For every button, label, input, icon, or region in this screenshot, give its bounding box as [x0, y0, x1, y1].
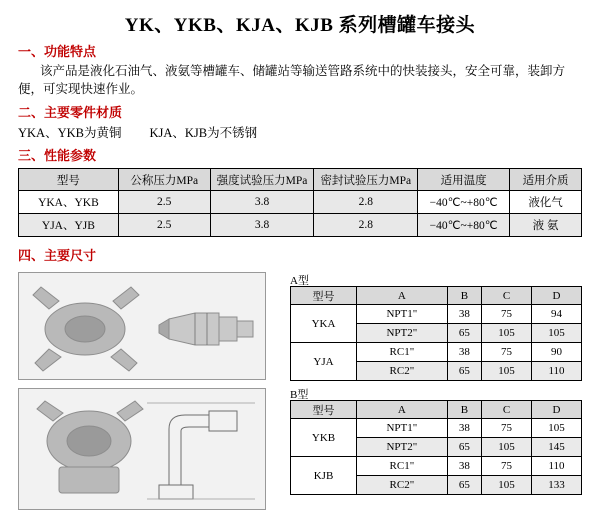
dima-r4-d: 110	[532, 362, 582, 381]
dimb-header-c: C	[482, 401, 532, 419]
dima-r3-c: 75	[482, 343, 532, 362]
dima-r2-b: 65	[447, 324, 481, 343]
dima-header-c: C	[482, 287, 532, 305]
table-row	[291, 305, 582, 324]
dima-r1-a: NPT1"	[357, 305, 448, 324]
spec-r2-medium: 液 氨	[510, 214, 582, 237]
table-row	[291, 419, 582, 438]
features-text: 该产品是液化石油气、液氨等槽罐车、储罐站等输送管路系统中的快装接头，安全可靠，装卸方便，可实现快速作业。	[18, 64, 566, 97]
dima-r2-c: 105	[482, 324, 532, 343]
dimb-r3-c: 75	[482, 457, 532, 476]
dimension-table-a	[290, 286, 582, 381]
spec-header-nominal-pressure: 公称压力MPa	[118, 169, 210, 191]
spec-r1-nominal: 2.5	[118, 191, 210, 214]
dimb-r2-d: 145	[532, 438, 582, 457]
spec-r1-medium: 液化气	[510, 191, 582, 214]
material-line	[18, 123, 600, 141]
dimb-header-model: 型号	[291, 401, 357, 419]
page-title: YK、YKB、KJA、KJB 系列槽罐车接头	[124, 15, 476, 36]
figure-area	[0, 270, 600, 520]
table-row	[291, 457, 582, 476]
material-right: KJA、KJB为不锈钢	[149, 126, 258, 141]
spec-r1-temp: −40℃~+80℃	[418, 191, 510, 214]
dimb-r1-c: 75	[482, 419, 532, 438]
spec-r1-seal: 2.8	[314, 191, 418, 214]
document-page	[0, 10, 600, 526]
dimb-r1-b: 38	[447, 419, 481, 438]
dimb-r2-a: NPT2"	[357, 438, 448, 457]
spec-r1-model: YKA、YKB	[19, 191, 119, 214]
dima-r4-a: RC2"	[357, 362, 448, 381]
dimb-r4-c: 105	[482, 476, 532, 495]
spec-r2-nominal: 2.5	[118, 214, 210, 237]
dimb-r1-a: NPT1"	[357, 419, 448, 438]
product-photo-a	[18, 272, 266, 380]
dima-r4-b: 65	[447, 362, 481, 381]
spec-r2-strength: 3.8	[210, 214, 314, 237]
dima-r2-d: 105	[532, 324, 582, 343]
dimb-r4-b: 65	[447, 476, 481, 495]
dima-r1-d: 94	[532, 305, 582, 324]
dimb-r1-d: 105	[532, 419, 582, 438]
dima-r1-b: 38	[447, 305, 481, 324]
spec-header-model: 型号	[19, 169, 119, 191]
spec-header-strength-pressure: 强度试验压力MPa	[210, 169, 314, 191]
spec-header-medium: 适用介质	[510, 169, 582, 191]
spec-header-temperature: 适用温度	[418, 169, 510, 191]
dima-r4-c: 105	[482, 362, 532, 381]
material-left: YKA、YKB为黄铜	[18, 126, 122, 141]
dimb-header-d: D	[532, 401, 582, 419]
dimb-header-b: B	[447, 401, 481, 419]
dima-r3-b: 38	[447, 343, 481, 362]
table-header-row	[19, 169, 582, 191]
dima-header-model: 型号	[291, 287, 357, 305]
dimb-r4-d: 133	[532, 476, 582, 495]
features-paragraph	[18, 62, 582, 98]
type-a-label: A型	[290, 275, 309, 288]
dima-r3-a: RC1"	[357, 343, 448, 362]
table-row	[19, 214, 582, 237]
spec-header-seal-pressure: 密封试验压力MPa	[314, 169, 418, 191]
dima-header-b: B	[447, 287, 481, 305]
dimb-r1-model: YKB	[291, 419, 357, 457]
section-heading-performance: 三、性能参数	[18, 148, 97, 164]
dima-r2-a: NPT2"	[357, 324, 448, 343]
spec-r2-seal: 2.8	[314, 214, 418, 237]
dimension-table-b	[290, 400, 582, 495]
dimb-r3-d: 110	[532, 457, 582, 476]
dima-header-a: A	[357, 287, 448, 305]
dimb-r3-model: KJB	[291, 457, 357, 495]
table-row	[19, 191, 582, 214]
section-heading-dimensions: 四、主要尺寸	[18, 248, 97, 264]
spec-r1-strength: 3.8	[210, 191, 314, 214]
table-row	[291, 343, 582, 362]
dimb-header-a: A	[357, 401, 448, 419]
spec-r2-temp: −40℃~+80℃	[418, 214, 510, 237]
dimb-r3-b: 38	[447, 457, 481, 476]
dima-r1-model: YKA	[291, 305, 357, 343]
dimb-r4-a: RC2"	[357, 476, 448, 495]
dimb-r3-a: RC1"	[357, 457, 448, 476]
type-b-label: B型	[290, 389, 309, 402]
product-photo-b	[18, 388, 266, 510]
dimb-r2-b: 65	[447, 438, 481, 457]
dimension-table-a-wrapper	[290, 286, 582, 381]
section-heading-features: 一、功能特点	[18, 44, 97, 59]
section-heading-material: 二、主要零件材质	[18, 105, 123, 121]
dima-r3-model: YJA	[291, 343, 357, 381]
table-header-row	[291, 287, 582, 305]
dima-r3-d: 90	[532, 343, 582, 362]
dimb-r2-c: 105	[482, 438, 532, 457]
spec-r2-model: YJA、YJB	[19, 214, 119, 237]
dima-header-d: D	[532, 287, 582, 305]
table-header-row	[291, 401, 582, 419]
dimension-table-b-wrapper	[290, 400, 582, 495]
dima-r1-c: 75	[482, 305, 532, 324]
performance-table	[18, 168, 582, 237]
